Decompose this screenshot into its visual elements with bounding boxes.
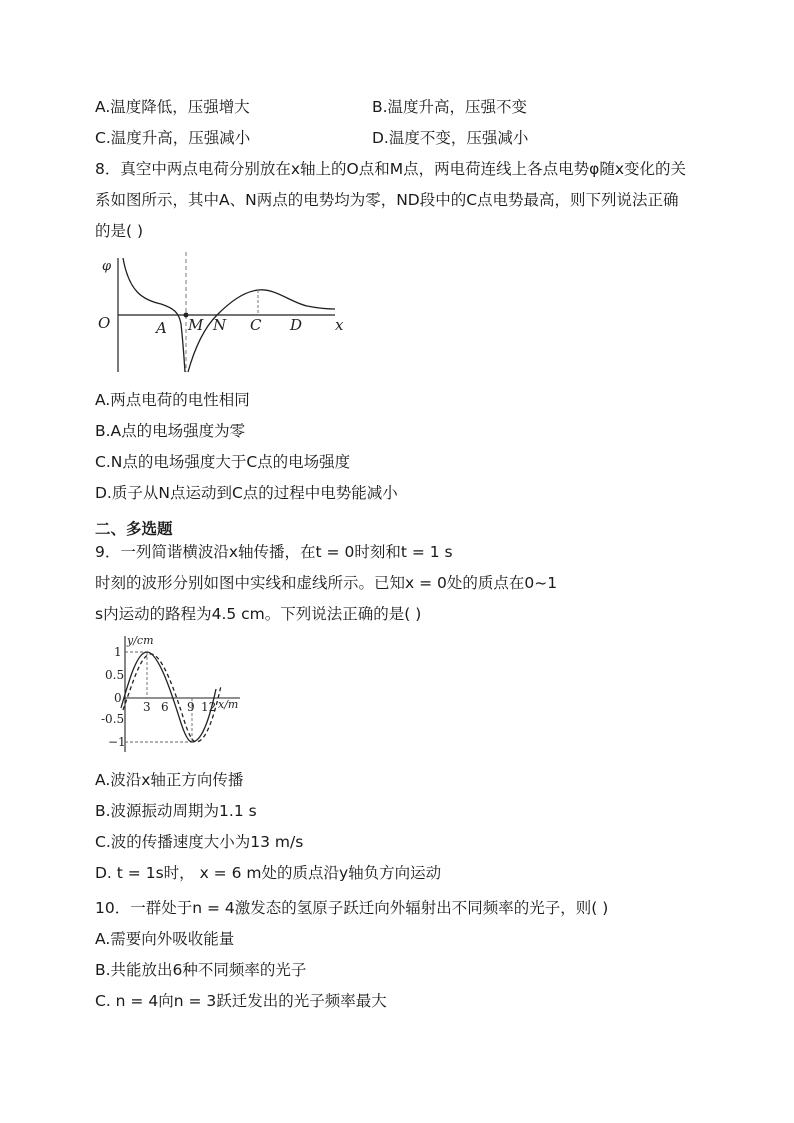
q9-label-yn05: -0.5 xyxy=(101,712,125,726)
q8-option-d: D.质子从N点运动到C点的过程中电势能减小 xyxy=(95,484,398,502)
q9-label-x-axis: x/m xyxy=(218,698,239,711)
q9-label-x6: 6 xyxy=(161,700,169,714)
q8-stem-line-1: 8．真空中两点电荷分别放在x轴上的O点和M点，两电荷连线上各点电势φ随x变化的关 xyxy=(95,160,687,178)
q8-label-d: D xyxy=(290,316,303,334)
q8-label-o: O xyxy=(98,314,111,332)
q9-label-x3: 3 xyxy=(143,700,151,714)
q8-option-b: B.A点的电场强度为零 xyxy=(95,422,246,440)
q9-stem-line-2: 时刻的波形分别如图中实线和虚线所示。已知x = 0处的质点在0~1 xyxy=(95,574,558,592)
q9-label-yn1: −1 xyxy=(108,735,126,749)
q8-stem-line-3: 的是( ) xyxy=(95,222,144,240)
q9-label-y-axis: y/cm xyxy=(127,634,154,647)
q10-stem-line-1: 10．一群处于n = 4激发态的氢原子跃迁向外辐射出不同频率的光子，则( ) xyxy=(95,899,609,917)
q8-label-c: C xyxy=(250,316,262,334)
q8-option-a: A.两点电荷的电性相同 xyxy=(95,391,250,409)
q8-label-a: A xyxy=(156,319,167,337)
q9-label-y0: 0 xyxy=(114,691,122,705)
q7-option-a: A.温度降低，压强增大 xyxy=(95,98,250,116)
q8-potential-figure xyxy=(95,252,355,376)
q10-option-b: B.共能放出6种不同频率的光子 xyxy=(95,961,307,979)
q8-label-m: M xyxy=(188,316,204,334)
q9-label-x12: 12 xyxy=(201,700,217,714)
q8-label-n: N xyxy=(213,316,227,334)
q9-option-b: B.波源振动周期为1.1 s xyxy=(95,802,257,820)
q8-stem-line-2: 系如图所示，其中A、N两点的电势均为零，ND段中的C点电势最高，则下列说法正确 xyxy=(95,191,679,209)
q9-label-x9: 9 xyxy=(187,700,195,714)
q8-right-curve xyxy=(188,290,335,372)
q7-option-c: C.温度升高，压强减小 xyxy=(95,129,251,147)
q10-option-c: C. n = 4向n = 3跃迁发出的光子频率最大 xyxy=(95,992,387,1010)
q9-option-d: D. t = 1s时， x = 6 m处的质点沿y轴负方向运动 xyxy=(95,864,442,882)
q9-solid-wave xyxy=(121,652,216,742)
q7-option-b: B.温度升高，压强不变 xyxy=(372,98,528,116)
q8-label-phi: φ xyxy=(102,259,112,274)
q9-label-y05: 0.5 xyxy=(105,668,125,682)
section-title-multiple-choice: 二、多选题 xyxy=(95,520,173,538)
q9-stem-line-3: s内运动的路程为4.5 cm。下列说法正确的是( ) xyxy=(95,605,422,623)
q9-option-c: C.波的传播速度大小为13 m/s xyxy=(95,833,304,851)
q9-stem-line-1: 9．一列简谐横波沿x轴传播，在t = 0时刻和t = 1 s xyxy=(95,543,453,561)
q9-option-a: A.波沿x轴正方向传播 xyxy=(95,771,244,789)
q8-option-c: C.N点的电场强度大于C点的电场强度 xyxy=(95,453,351,471)
q7-option-d: D.温度不变，压强减小 xyxy=(372,129,529,147)
q8-label-x: x xyxy=(335,316,344,334)
q9-label-y1: 1 xyxy=(114,645,122,659)
q9-wave-figure xyxy=(95,632,245,757)
q10-option-a: A.需要向外吸收能量 xyxy=(95,930,235,948)
